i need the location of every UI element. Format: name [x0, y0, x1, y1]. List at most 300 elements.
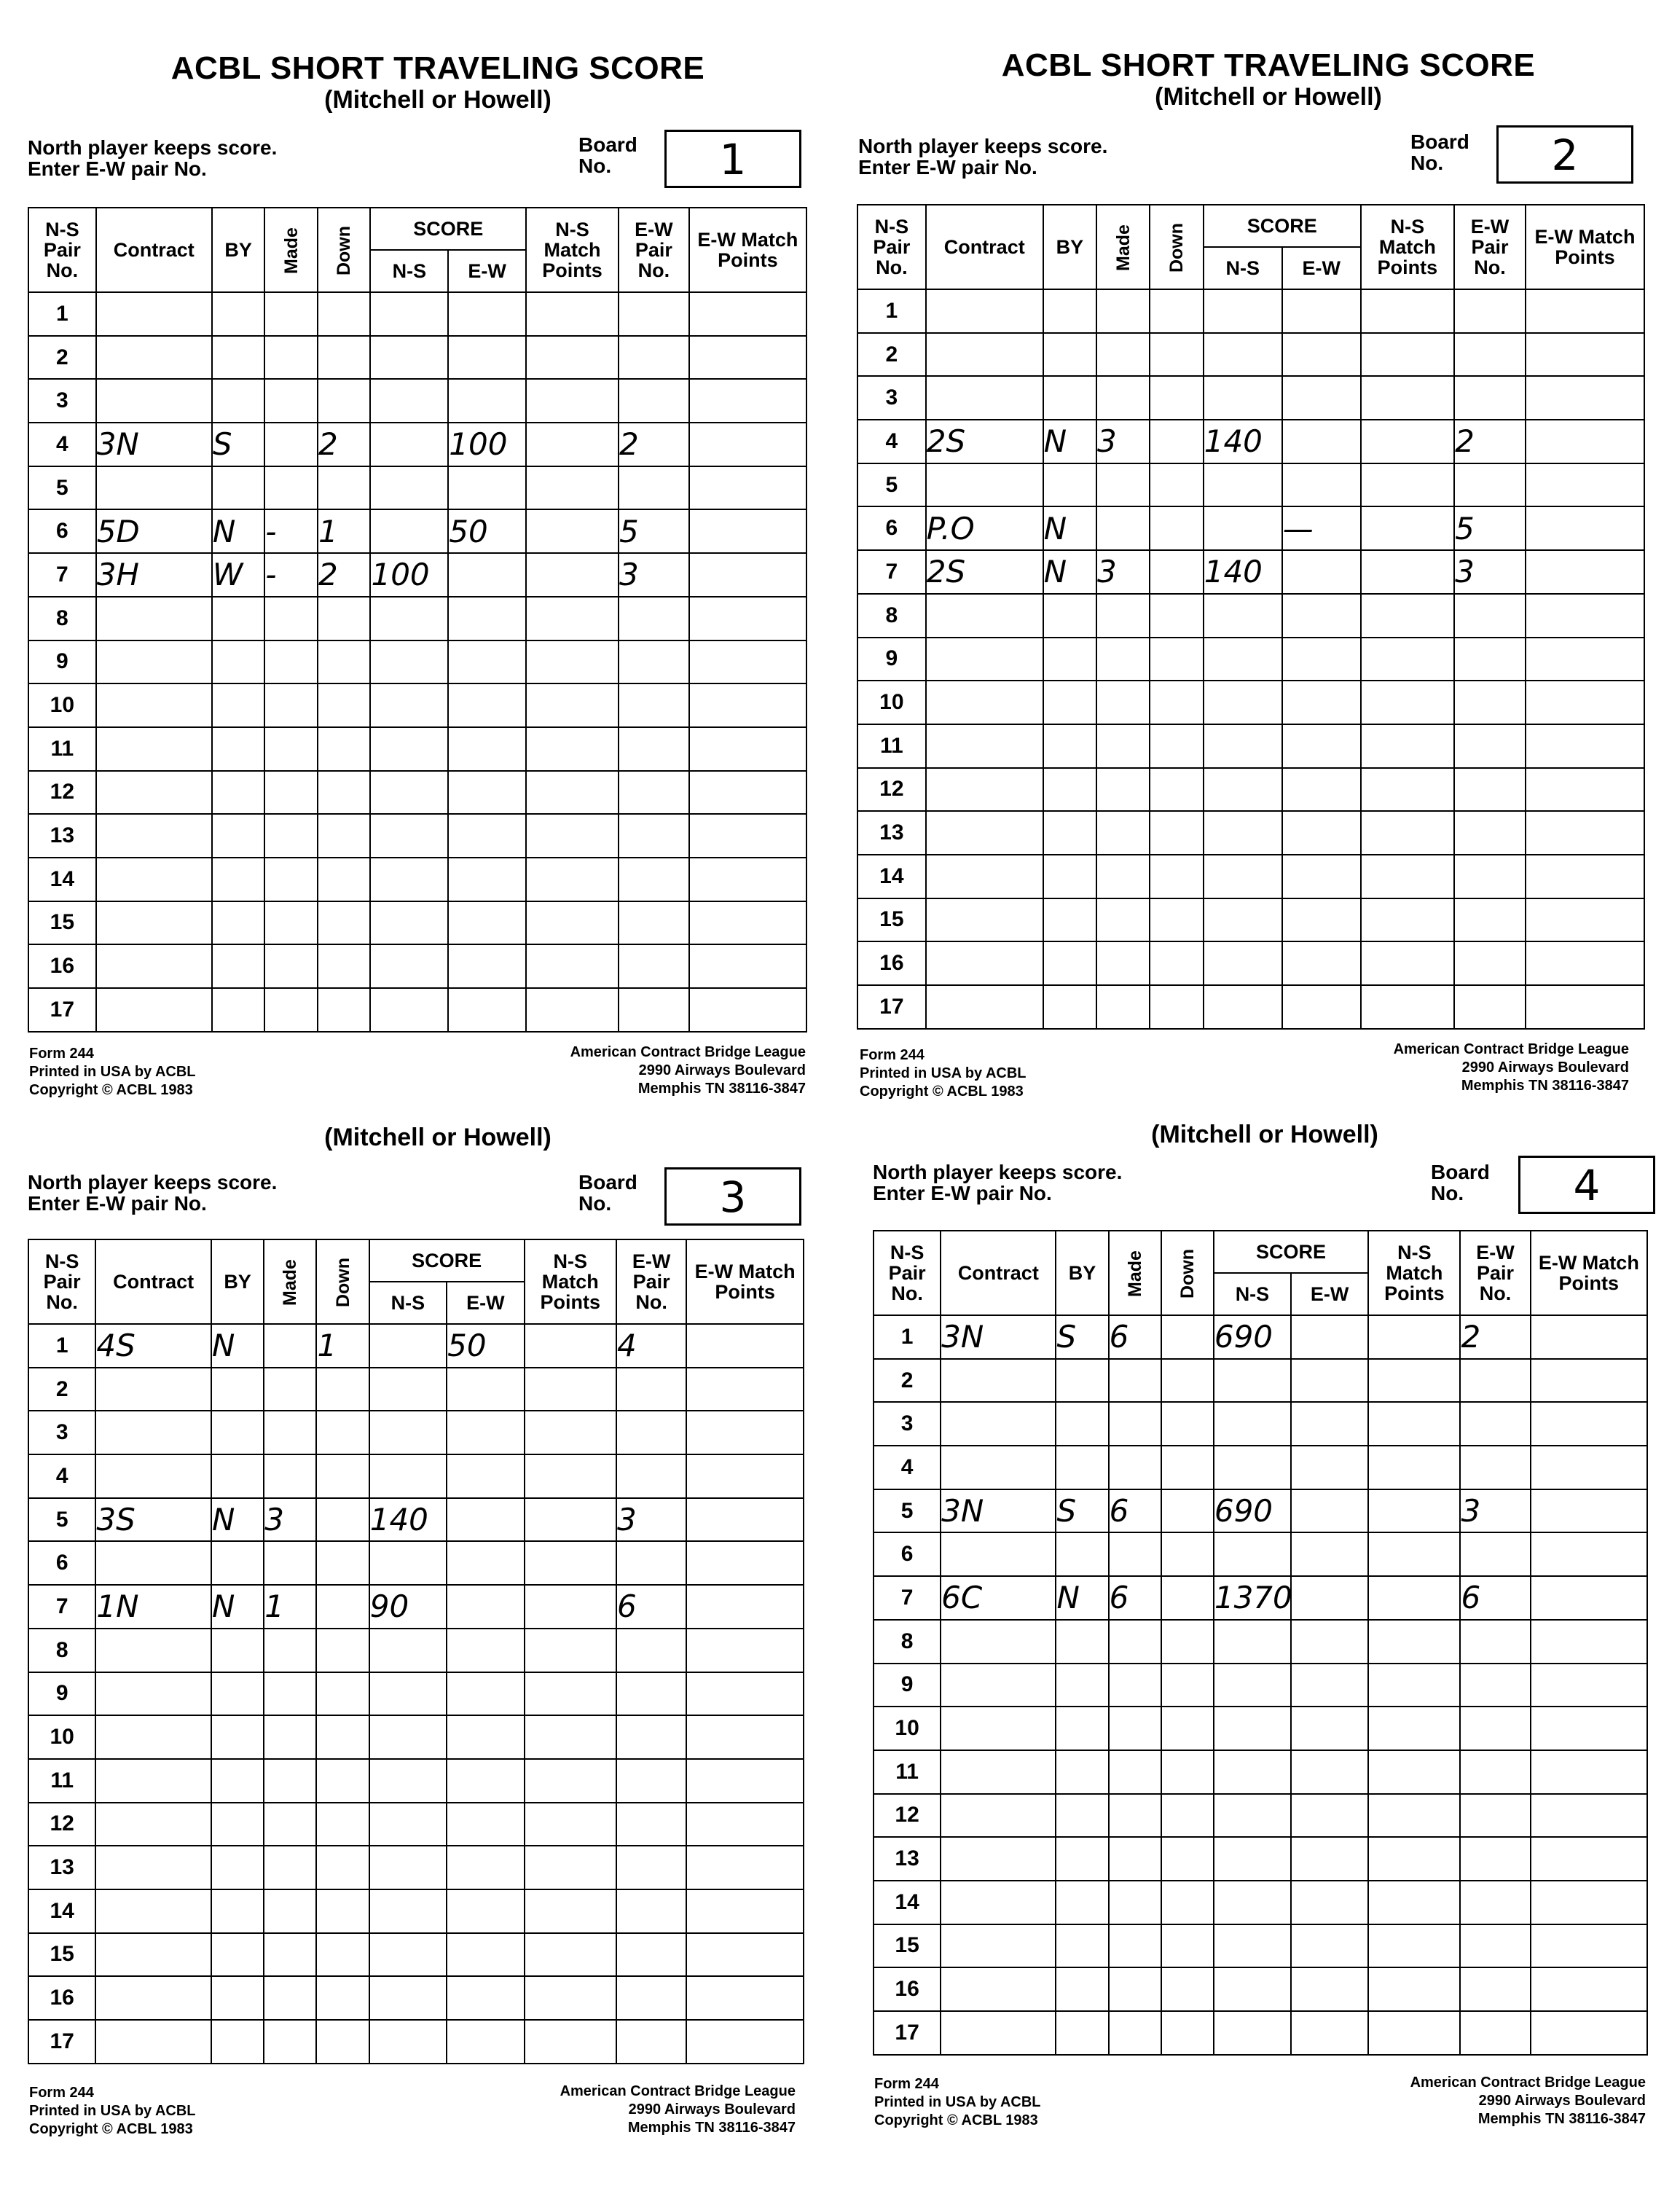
ew-matchpoints-cell[interactable]	[1526, 550, 1644, 594]
ew-pair-cell[interactable]	[1460, 1620, 1530, 1664]
ns-matchpoints-cell[interactable]	[526, 727, 619, 771]
ew-pair-cell[interactable]	[616, 1368, 686, 1411]
ew-pair-cell[interactable]	[1454, 768, 1526, 812]
ew-matchpoints-cell[interactable]	[1531, 1837, 1647, 1881]
tricks-down-cell[interactable]	[318, 944, 371, 988]
tricks-down-cell[interactable]	[316, 1629, 369, 1672]
tricks-down-cell[interactable]	[1161, 1707, 1214, 1750]
ew-matchpoints-cell[interactable]	[689, 944, 806, 988]
ns-matchpoints-cell[interactable]	[1368, 1446, 1460, 1489]
tricks-made-cell[interactable]	[1096, 376, 1150, 420]
tricks-down-cell[interactable]	[1150, 898, 1203, 942]
declarer-cell[interactable]	[1056, 1620, 1108, 1664]
contract-cell[interactable]	[96, 727, 212, 771]
ns-score-cell[interactable]	[370, 814, 448, 858]
declarer-cell[interactable]	[211, 1629, 264, 1672]
tricks-made-cell[interactable]	[1109, 1707, 1161, 1750]
ns-matchpoints-cell[interactable]	[1361, 768, 1454, 812]
ns-matchpoints-cell[interactable]	[526, 597, 619, 640]
ns-score-cell[interactable]	[1204, 985, 1282, 1029]
tricks-down-cell[interactable]	[1161, 1620, 1214, 1664]
ns-matchpoints-cell[interactable]	[525, 1324, 616, 1368]
contract-cell[interactable]	[96, 901, 212, 945]
contract-cell[interactable]	[941, 1750, 1056, 1794]
contract-cell[interactable]	[941, 1446, 1056, 1489]
ew-pair-cell[interactable]	[1460, 1402, 1530, 1446]
tricks-down-cell[interactable]	[318, 640, 371, 684]
ew-pair-cell[interactable]	[619, 771, 689, 815]
declarer-cell[interactable]	[1043, 811, 1096, 855]
tricks-down-cell[interactable]	[316, 1454, 369, 1498]
ew-matchpoints-cell[interactable]	[1526, 289, 1644, 333]
ew-score-cell[interactable]: —	[1282, 506, 1361, 550]
ew-matchpoints-cell[interactable]	[689, 640, 806, 684]
tricks-down-cell[interactable]	[1161, 1881, 1214, 1924]
ns-matchpoints-cell[interactable]	[1361, 638, 1454, 681]
tricks-made-cell[interactable]	[264, 1803, 316, 1846]
ew-pair-cell[interactable]	[1460, 1359, 1530, 1403]
tricks-made-cell[interactable]	[264, 988, 318, 1032]
ns-matchpoints-cell[interactable]	[1368, 1881, 1460, 1924]
ew-pair-cell[interactable]	[616, 1411, 686, 1454]
contract-cell[interactable]	[941, 1620, 1056, 1664]
contract-cell[interactable]	[941, 1532, 1056, 1576]
ns-matchpoints-cell[interactable]	[525, 1889, 616, 1933]
ew-score-cell[interactable]	[1282, 594, 1361, 638]
tricks-down-cell[interactable]	[316, 1889, 369, 1933]
ns-score-cell[interactable]	[370, 944, 448, 988]
ns-matchpoints-cell[interactable]	[526, 683, 619, 727]
contract-cell[interactable]	[95, 1411, 211, 1454]
ew-matchpoints-cell[interactable]	[689, 988, 806, 1032]
ns-score-cell[interactable]: 100	[370, 553, 448, 597]
ew-matchpoints-cell[interactable]	[1531, 1664, 1647, 1707]
ns-matchpoints-cell[interactable]	[1361, 333, 1454, 377]
ns-score-cell[interactable]	[1204, 463, 1282, 507]
ew-pair-cell[interactable]	[616, 1715, 686, 1759]
tricks-down-cell[interactable]	[318, 771, 371, 815]
contract-cell[interactable]	[926, 898, 1043, 942]
ew-pair-cell[interactable]	[1454, 855, 1526, 898]
ew-pair-cell[interactable]	[1454, 289, 1526, 333]
tricks-down-cell[interactable]	[1150, 376, 1203, 420]
contract-cell[interactable]	[96, 683, 212, 727]
ew-pair-cell[interactable]	[619, 901, 689, 945]
ns-matchpoints-cell[interactable]	[525, 1759, 616, 1803]
ew-matchpoints-cell[interactable]	[686, 1585, 804, 1629]
ew-score-cell[interactable]	[1282, 941, 1361, 985]
ew-pair-cell[interactable]	[616, 1846, 686, 1889]
tricks-down-cell[interactable]	[318, 292, 371, 336]
ns-score-cell[interactable]	[370, 683, 448, 727]
contract-cell[interactable]: 6C	[941, 1576, 1056, 1620]
ns-score-cell[interactable]	[370, 466, 448, 510]
contract-cell[interactable]	[95, 1541, 211, 1585]
contract-cell[interactable]	[941, 1359, 1056, 1403]
ns-score-cell[interactable]	[370, 423, 448, 466]
tricks-made-cell[interactable]	[1096, 724, 1150, 768]
ew-matchpoints-cell[interactable]	[689, 727, 806, 771]
ew-score-cell[interactable]	[1282, 768, 1361, 812]
ew-matchpoints-cell[interactable]	[1531, 1576, 1647, 1620]
ew-matchpoints-cell[interactable]	[689, 466, 806, 510]
declarer-cell[interactable]	[1056, 1750, 1108, 1794]
ew-pair-cell[interactable]: 6	[616, 1585, 686, 1629]
ew-score-cell[interactable]	[448, 379, 526, 423]
declarer-cell[interactable]	[1043, 463, 1096, 507]
tricks-down-cell[interactable]	[1150, 855, 1203, 898]
tricks-down-cell[interactable]	[1150, 638, 1203, 681]
tricks-made-cell[interactable]	[264, 1759, 316, 1803]
contract-cell[interactable]	[941, 1967, 1056, 2011]
tricks-down-cell[interactable]	[316, 1368, 369, 1411]
declarer-cell[interactable]: N	[1043, 420, 1096, 463]
ew-matchpoints-cell[interactable]	[686, 1889, 804, 1933]
ew-pair-cell[interactable]	[616, 1803, 686, 1846]
ew-matchpoints-cell[interactable]	[689, 509, 806, 553]
ew-score-cell[interactable]	[1282, 811, 1361, 855]
ns-matchpoints-cell[interactable]	[1361, 594, 1454, 638]
ns-matchpoints-cell[interactable]	[525, 1368, 616, 1411]
ns-score-cell[interactable]	[370, 640, 448, 684]
contract-cell[interactable]: 1N	[95, 1585, 211, 1629]
ns-score-cell[interactable]	[1204, 855, 1282, 898]
ew-pair-cell[interactable]	[619, 727, 689, 771]
ew-score-cell[interactable]	[447, 1411, 524, 1454]
ew-score-cell[interactable]	[1291, 2011, 1368, 2055]
ew-score-cell[interactable]	[447, 1629, 524, 1672]
ew-score-cell[interactable]	[447, 1889, 524, 1933]
ns-score-cell[interactable]	[1214, 1750, 1291, 1794]
ew-pair-cell[interactable]	[1454, 941, 1526, 985]
tricks-down-cell[interactable]	[316, 1933, 369, 1977]
tricks-down-cell[interactable]	[1161, 1837, 1214, 1881]
tricks-down-cell[interactable]	[1150, 594, 1203, 638]
ns-matchpoints-cell[interactable]	[1361, 811, 1454, 855]
ns-matchpoints-cell[interactable]	[1361, 898, 1454, 942]
declarer-cell[interactable]	[211, 1889, 264, 1933]
ns-score-cell[interactable]	[1204, 506, 1282, 550]
tricks-made-cell[interactable]	[1109, 1664, 1161, 1707]
ns-matchpoints-cell[interactable]	[525, 1976, 616, 2020]
tricks-made-cell[interactable]	[264, 901, 318, 945]
declarer-cell[interactable]	[212, 858, 265, 901]
tricks-made-cell[interactable]	[264, 944, 318, 988]
tricks-made-cell[interactable]	[1109, 1967, 1161, 2011]
tricks-made-cell[interactable]	[1109, 1402, 1161, 1446]
ew-matchpoints-cell[interactable]	[689, 423, 806, 466]
tricks-made-cell[interactable]	[1096, 855, 1150, 898]
tricks-down-cell[interactable]	[316, 1715, 369, 1759]
ew-score-cell[interactable]: 50	[448, 509, 526, 553]
ew-score-cell[interactable]	[447, 1976, 524, 2020]
ew-matchpoints-cell[interactable]	[1531, 1315, 1647, 1359]
ew-score-cell[interactable]	[447, 1933, 524, 1977]
tricks-made-cell[interactable]	[1096, 289, 1150, 333]
ns-score-cell[interactable]	[369, 1541, 447, 1585]
contract-cell[interactable]	[95, 1846, 211, 1889]
ns-score-cell[interactable]	[1204, 811, 1282, 855]
ew-matchpoints-cell[interactable]	[686, 1498, 804, 1542]
contract-cell[interactable]	[926, 724, 1043, 768]
tricks-made-cell[interactable]	[264, 336, 318, 380]
ns-matchpoints-cell[interactable]	[1368, 1794, 1460, 1838]
ew-pair-cell[interactable]	[1454, 376, 1526, 420]
ns-matchpoints-cell[interactable]	[525, 1454, 616, 1498]
tricks-made-cell[interactable]	[264, 292, 318, 336]
ew-pair-cell[interactable]	[1454, 594, 1526, 638]
tricks-made-cell[interactable]: 6	[1109, 1576, 1161, 1620]
ns-matchpoints-cell[interactable]	[1368, 1837, 1460, 1881]
contract-cell[interactable]	[926, 768, 1043, 812]
declarer-cell[interactable]	[1043, 376, 1096, 420]
ns-score-cell[interactable]	[1204, 768, 1282, 812]
ew-score-cell[interactable]	[448, 336, 526, 380]
declarer-cell[interactable]	[211, 1933, 264, 1977]
declarer-cell[interactable]: S	[1056, 1315, 1108, 1359]
ew-matchpoints-cell[interactable]	[686, 1976, 804, 2020]
tricks-down-cell[interactable]	[316, 1541, 369, 1585]
ns-matchpoints-cell[interactable]	[1368, 1489, 1460, 1533]
ew-score-cell[interactable]	[447, 1368, 524, 1411]
tricks-made-cell[interactable]: 6	[1109, 1315, 1161, 1359]
tricks-made-cell[interactable]	[1096, 506, 1150, 550]
tricks-down-cell[interactable]	[316, 1976, 369, 2020]
tricks-made-cell[interactable]	[264, 683, 318, 727]
tricks-made-cell[interactable]	[1109, 1924, 1161, 1968]
ew-matchpoints-cell[interactable]	[686, 1629, 804, 1672]
declarer-cell[interactable]	[1043, 768, 1096, 812]
contract-cell[interactable]	[926, 376, 1043, 420]
ew-score-cell[interactable]	[1291, 1620, 1368, 1664]
tricks-down-cell[interactable]	[316, 1411, 369, 1454]
tricks-down-cell[interactable]	[318, 988, 371, 1032]
tricks-made-cell[interactable]: -	[264, 509, 318, 553]
tricks-down-cell[interactable]	[1150, 289, 1203, 333]
contract-cell[interactable]	[96, 988, 212, 1032]
ns-score-cell[interactable]	[369, 1976, 447, 2020]
tricks-made-cell[interactable]	[1096, 898, 1150, 942]
ew-score-cell[interactable]	[448, 727, 526, 771]
ew-matchpoints-cell[interactable]	[686, 2020, 804, 2064]
ew-pair-cell[interactable]: 4	[616, 1324, 686, 1368]
tricks-down-cell[interactable]	[1150, 768, 1203, 812]
contract-cell[interactable]	[95, 1933, 211, 1977]
declarer-cell[interactable]: N	[1056, 1576, 1108, 1620]
ns-score-cell[interactable]	[369, 1715, 447, 1759]
tricks-down-cell[interactable]	[1150, 333, 1203, 377]
tricks-down-cell[interactable]	[318, 683, 371, 727]
tricks-made-cell[interactable]	[264, 1933, 316, 1977]
ew-matchpoints-cell[interactable]	[1526, 811, 1644, 855]
ew-score-cell[interactable]	[1291, 1967, 1368, 2011]
ns-matchpoints-cell[interactable]	[526, 814, 619, 858]
contract-cell[interactable]: 3N	[96, 423, 212, 466]
ew-score-cell[interactable]	[447, 2020, 524, 2064]
ns-matchpoints-cell[interactable]	[526, 423, 619, 466]
tricks-made-cell[interactable]	[264, 727, 318, 771]
ns-matchpoints-cell[interactable]	[1361, 855, 1454, 898]
declarer-cell[interactable]	[1043, 594, 1096, 638]
tricks-made-cell[interactable]	[264, 1629, 316, 1672]
ew-score-cell[interactable]: 50	[447, 1324, 524, 1368]
ew-score-cell[interactable]	[1291, 1707, 1368, 1750]
tricks-down-cell[interactable]	[316, 1759, 369, 1803]
ns-matchpoints-cell[interactable]	[525, 1803, 616, 1846]
declarer-cell[interactable]	[1056, 2011, 1108, 2055]
ns-score-cell[interactable]	[1214, 1881, 1291, 1924]
ew-pair-cell[interactable]	[1454, 724, 1526, 768]
ew-score-cell[interactable]	[1291, 1837, 1368, 1881]
contract-cell[interactable]	[95, 1976, 211, 2020]
ew-pair-cell[interactable]: 3	[1460, 1489, 1530, 1533]
ew-pair-cell[interactable]	[619, 944, 689, 988]
tricks-down-cell[interactable]	[1150, 681, 1203, 724]
ew-score-cell[interactable]: 100	[448, 423, 526, 466]
contract-cell[interactable]	[926, 855, 1043, 898]
contract-cell[interactable]	[95, 1803, 211, 1846]
ns-matchpoints-cell[interactable]	[1368, 1750, 1460, 1794]
ns-matchpoints-cell[interactable]	[526, 379, 619, 423]
ns-score-cell[interactable]	[1214, 1924, 1291, 1968]
ew-matchpoints-cell[interactable]	[1526, 941, 1644, 985]
declarer-cell[interactable]: N	[211, 1324, 264, 1368]
ns-score-cell[interactable]	[370, 292, 448, 336]
ew-matchpoints-cell[interactable]	[1531, 1924, 1647, 1968]
ns-score-cell[interactable]: 690	[1214, 1315, 1291, 1359]
ew-pair-cell[interactable]	[1460, 1707, 1530, 1750]
ew-score-cell[interactable]	[1282, 638, 1361, 681]
contract-cell[interactable]	[926, 681, 1043, 724]
ew-score-cell[interactable]	[1282, 463, 1361, 507]
contract-cell[interactable]	[926, 985, 1043, 1029]
ns-matchpoints-cell[interactable]	[525, 1541, 616, 1585]
ew-matchpoints-cell[interactable]	[686, 1541, 804, 1585]
ns-matchpoints-cell[interactable]	[526, 901, 619, 945]
ew-score-cell[interactable]	[1291, 1750, 1368, 1794]
ns-matchpoints-cell[interactable]	[526, 553, 619, 597]
ew-score-cell[interactable]	[447, 1759, 524, 1803]
contract-cell[interactable]	[95, 1368, 211, 1411]
ew-score-cell[interactable]	[1282, 855, 1361, 898]
tricks-made-cell[interactable]	[1096, 638, 1150, 681]
ew-score-cell[interactable]	[448, 597, 526, 640]
tricks-down-cell[interactable]	[1161, 1489, 1214, 1533]
ns-score-cell[interactable]	[369, 1629, 447, 1672]
tricks-down-cell[interactable]	[1150, 506, 1203, 550]
tricks-made-cell[interactable]	[264, 1324, 316, 1368]
ew-matchpoints-cell[interactable]	[689, 683, 806, 727]
tricks-down-cell[interactable]	[1150, 550, 1203, 594]
tricks-down-cell[interactable]	[1161, 1402, 1214, 1446]
tricks-down-cell[interactable]	[318, 336, 371, 380]
ew-pair-cell[interactable]: 3	[616, 1498, 686, 1542]
declarer-cell[interactable]	[212, 814, 265, 858]
ew-matchpoints-cell[interactable]	[1531, 2011, 1647, 2055]
ew-matchpoints-cell[interactable]	[1526, 855, 1644, 898]
ew-matchpoints-cell[interactable]	[1526, 463, 1644, 507]
tricks-down-cell[interactable]	[316, 1498, 369, 1542]
declarer-cell[interactable]	[211, 1411, 264, 1454]
contract-cell[interactable]	[95, 2020, 211, 2064]
ew-matchpoints-cell[interactable]	[1531, 1359, 1647, 1403]
tricks-down-cell[interactable]: 1	[316, 1324, 369, 1368]
tricks-made-cell[interactable]	[264, 1846, 316, 1889]
ns-matchpoints-cell[interactable]	[1368, 1620, 1460, 1664]
ew-matchpoints-cell[interactable]	[1526, 985, 1644, 1029]
ew-score-cell[interactable]	[447, 1585, 524, 1629]
ns-score-cell[interactable]	[1214, 1359, 1291, 1403]
ew-matchpoints-cell[interactable]	[686, 1803, 804, 1846]
ew-pair-cell[interactable]	[1460, 1446, 1530, 1489]
ns-score-cell[interactable]	[370, 901, 448, 945]
ew-score-cell[interactable]	[1282, 985, 1361, 1029]
declarer-cell[interactable]	[1043, 941, 1096, 985]
ns-matchpoints-cell[interactable]	[525, 1715, 616, 1759]
contract-cell[interactable]	[926, 594, 1043, 638]
tricks-down-cell[interactable]	[1161, 1664, 1214, 1707]
ew-pair-cell[interactable]: 3	[1454, 550, 1526, 594]
declarer-cell[interactable]	[1056, 1359, 1108, 1403]
tricks-made-cell[interactable]	[264, 1976, 316, 2020]
declarer-cell[interactable]	[212, 901, 265, 945]
ew-matchpoints-cell[interactable]	[686, 1411, 804, 1454]
ew-pair-cell[interactable]: 2	[619, 423, 689, 466]
ew-matchpoints-cell[interactable]	[1531, 1794, 1647, 1838]
ew-matchpoints-cell[interactable]	[689, 901, 806, 945]
tricks-made-cell[interactable]	[264, 597, 318, 640]
ns-matchpoints-cell[interactable]	[1361, 376, 1454, 420]
ew-score-cell[interactable]	[1282, 376, 1361, 420]
ew-matchpoints-cell[interactable]	[1526, 376, 1644, 420]
declarer-cell[interactable]	[1043, 724, 1096, 768]
ns-matchpoints-cell[interactable]	[526, 466, 619, 510]
ew-score-cell[interactable]	[1291, 1359, 1368, 1403]
tricks-made-cell[interactable]	[264, 771, 318, 815]
ew-matchpoints-cell[interactable]	[689, 597, 806, 640]
ns-matchpoints-cell[interactable]	[526, 509, 619, 553]
ns-matchpoints-cell[interactable]	[1361, 550, 1454, 594]
contract-cell[interactable]	[941, 1664, 1056, 1707]
ew-matchpoints-cell[interactable]	[1531, 1967, 1647, 2011]
ew-pair-cell[interactable]	[616, 1759, 686, 1803]
ew-pair-cell[interactable]	[619, 640, 689, 684]
tricks-down-cell[interactable]	[316, 1846, 369, 1889]
ns-score-cell[interactable]	[1214, 1837, 1291, 1881]
ew-pair-cell[interactable]	[1460, 1881, 1530, 1924]
tricks-down-cell[interactable]: 2	[318, 553, 371, 597]
tricks-down-cell[interactable]	[316, 2020, 369, 2064]
ew-matchpoints-cell[interactable]	[1531, 1489, 1647, 1533]
ew-score-cell[interactable]	[447, 1803, 524, 1846]
ns-score-cell[interactable]	[369, 1672, 447, 1716]
declarer-cell[interactable]	[1056, 1402, 1108, 1446]
board-number-field[interactable]: 1	[664, 130, 801, 188]
tricks-down-cell[interactable]	[318, 597, 371, 640]
tricks-down-cell[interactable]	[318, 858, 371, 901]
ns-score-cell[interactable]	[1204, 289, 1282, 333]
ns-score-cell[interactable]: 90	[369, 1585, 447, 1629]
ns-matchpoints-cell[interactable]	[1368, 1402, 1460, 1446]
ns-matchpoints-cell[interactable]	[1361, 681, 1454, 724]
tricks-down-cell[interactable]	[1150, 420, 1203, 463]
ew-pair-cell[interactable]	[1460, 1532, 1530, 1576]
ns-score-cell[interactable]	[369, 1803, 447, 1846]
ew-score-cell[interactable]	[1282, 333, 1361, 377]
tricks-down-cell[interactable]	[1161, 1576, 1214, 1620]
ns-score-cell[interactable]	[369, 1411, 447, 1454]
ew-score-cell[interactable]	[1282, 724, 1361, 768]
